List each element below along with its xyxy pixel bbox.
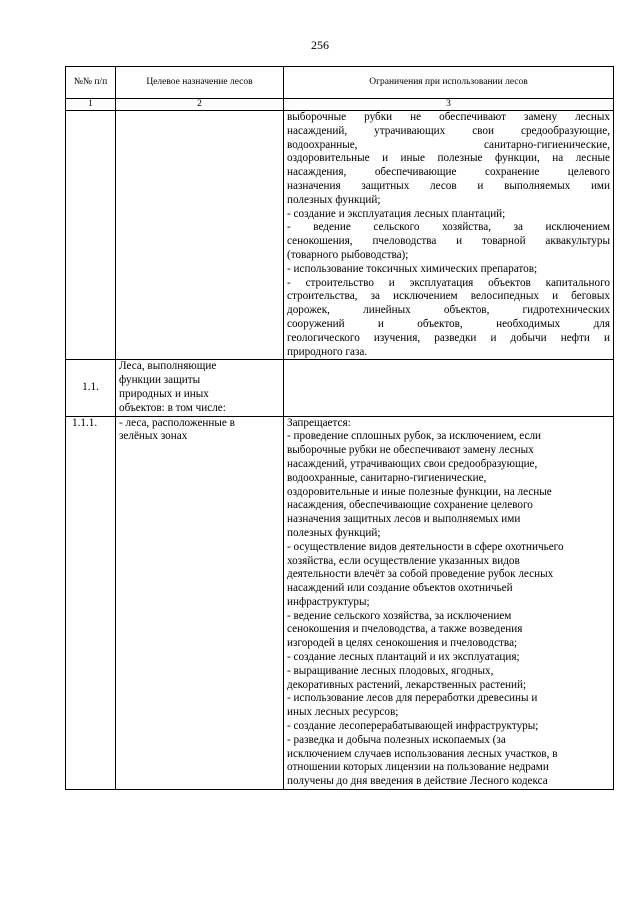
header-number: №№ п/п <box>66 67 116 99</box>
text-line: оздоровительные и иные полезные функции, на лесные <box>287 152 610 165</box>
text-line: Леса, выполняющие <box>119 360 217 373</box>
text-line: - строительство и эксплуатация объектов капитального <box>287 276 610 289</box>
text-line: инфраструктуры; <box>287 595 370 608</box>
text-line: полезных функций; <box>287 193 381 206</box>
text-line: - выращивание лесных плодовых, ягодных, <box>287 664 494 677</box>
text-line: назначения защитных лесов и выполняемых ими <box>287 179 610 192</box>
restrictions-cell <box>284 416 614 790</box>
text-line: - создание лесоперерабатывающей инфраструктуры; <box>287 720 539 733</box>
table-row <box>66 111 614 360</box>
text-line: функции защиты <box>119 374 201 387</box>
text-line: - использование токсичных химических препаратов; <box>287 262 538 275</box>
text-line: изгородей в целях сенокошения и пчеловодства; <box>287 637 518 650</box>
text-line: - использование лесов для переработки древесины и <box>287 692 538 705</box>
text-line: - разведка и добыча полезных ископаемых (за <box>287 733 506 746</box>
header-purpose: Целевое назначение лесов <box>116 67 284 99</box>
table-row <box>66 360 614 416</box>
restrictions-cell <box>284 111 614 360</box>
column-number: 2 <box>116 99 284 111</box>
text-line: получены до дня введения в действие Лесного кодекса <box>287 775 548 788</box>
row-number-cell: 1.1.1. <box>66 416 116 790</box>
text-line: выборочные рубки не обеспечивают замену лесных <box>287 444 534 457</box>
text-line: насаждений, утрачивающих свои средообразующие, <box>287 124 610 137</box>
purpose-cell <box>116 111 284 360</box>
text-line: водоохранные, санитарно-гигиенические, <box>287 138 610 151</box>
text-line: - проведение сплошных рубок, за исключением, если <box>287 430 542 443</box>
text-line: сенокошения, пчеловодства и товарной аквакультуры <box>287 235 610 248</box>
column-number-row <box>66 99 614 111</box>
text-line: отношении которых лицензии на пользование недрами <box>287 761 549 774</box>
text-line: оздоровительные и иные полезные функции, на лесные <box>287 485 552 498</box>
restrictions-cell <box>284 360 614 416</box>
column-number: 3 <box>284 99 614 111</box>
restrictions-table <box>65 66 614 790</box>
text-line: строительства, за исключением велосипедных и беговых <box>287 290 610 303</box>
text-line: исключением случаев использования лесных участков, в <box>287 747 558 760</box>
text-line: назначения защитных лесов и выполняемых ими <box>287 513 521 526</box>
text-line: насаждения, обеспечивающие сохранение целевого <box>287 499 533 512</box>
text-line: Запрещается: <box>287 416 351 429</box>
purpose-cell <box>116 360 284 416</box>
text-line: сенокошения и пчеловодства, а также возведения <box>287 623 523 636</box>
text-line: водоохранные, санитарно-гигиенические, <box>287 471 487 484</box>
row-number-cell: 1.1. <box>66 360 116 416</box>
table-row <box>66 416 614 790</box>
text-line: - создание лесных плантаций и их эксплуатация; <box>287 651 520 664</box>
text-line: иных лесных ресурсов; <box>287 706 399 719</box>
text-line: - создание и эксплуатация лесных плантаций; <box>287 207 506 220</box>
text-line: полезных функций; <box>287 526 381 539</box>
text-line: - леса, расположенные в <box>119 416 235 429</box>
text-line: декоративных растений, лекарственных растений; <box>287 678 527 691</box>
text-line: зелёных зонах <box>119 430 188 443</box>
text-line: (товарного рыбоводства); <box>287 248 409 261</box>
column-number: 1 <box>66 99 116 111</box>
header-restrictions: Ограничения при использовании лесов <box>284 67 614 99</box>
text-line: насаждения, обеспечивающие сохранение целевого <box>287 166 610 179</box>
text-line: - осуществление видов деятельности в сфере охотничьего <box>287 540 564 553</box>
text-line: насаждений, утрачивающих свои средообразующие, <box>287 457 538 470</box>
text-line: дорожек, линейных объектов, гидротехнических <box>287 304 610 317</box>
table-header-row <box>66 67 614 99</box>
text-line: природного газа. <box>287 345 368 358</box>
text-line: выборочные рубки не обеспечивают замену лесных <box>287 111 610 123</box>
text-line: геологического изучения, разведки и добычи нефти и <box>287 331 610 344</box>
purpose-cell <box>116 416 284 790</box>
text-line: сооружений и объектов, необходимых для <box>287 317 610 330</box>
page-number: 256 <box>311 38 329 52</box>
text-line: - ведение сельского хозяйства, за исключением <box>287 609 512 622</box>
text-line: насаждений или создание объектов охотничьей <box>287 582 513 595</box>
text-line: хозяйства, если осуществление указанных видов <box>287 554 520 567</box>
row-number-cell <box>66 111 116 360</box>
text-line: деятельности влечёт за собой проведение рубок лесных <box>287 568 554 581</box>
text-line: объектов: в том числе: <box>119 401 226 414</box>
text-line: - ведение сельского хозяйства, за исключением <box>287 221 610 234</box>
text-line: природных и иных <box>119 387 209 400</box>
